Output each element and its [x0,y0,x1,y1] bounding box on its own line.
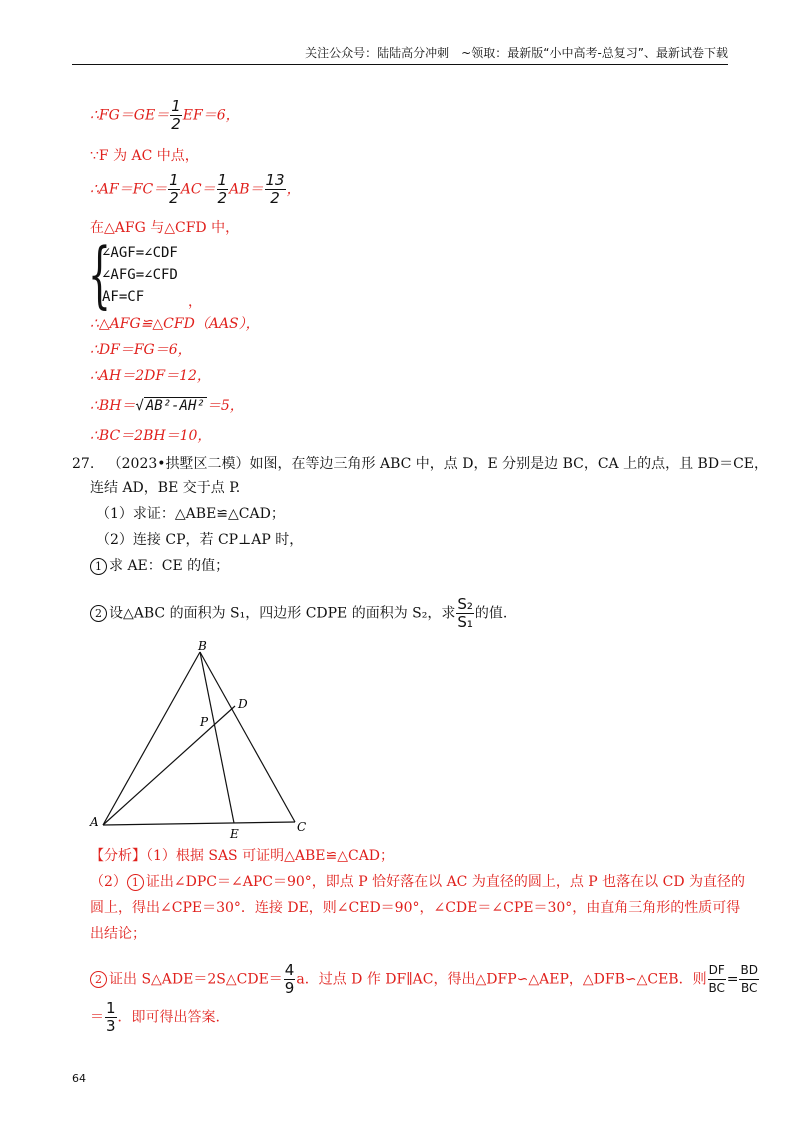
page-header [72,44,728,65]
circled-number: 1 [90,558,107,575]
sqrt-expression: √ AB²-AH² [135,398,205,414]
solution-line-3: ∴AF＝FC＝ $\frac{1}{2}$ AC＝ $\frac{1}{2}$ AB＝ $\frac{13}{2}$ ， [90,171,301,207]
analysis-line-2: （2） 1 证出∠DPC＝∠APC＝90°，即点 P 恰好落在以 AC 为直径的圆上，点 P 也落在以 CD 为直径的 [90,874,745,890]
label-p: P [200,715,209,729]
problem-sub-2: 2 设△ABC 的面积为 S₁，四边形 CDPE 的面积为 S₂，求 $\frac{\text{S₂}}{\text{S₁}}$ 的值. [90,596,507,631]
analysis-line-4: 出结论； [90,926,146,942]
header-text: 关注公众号：陆陆高分冲刺 ~领取：最新版“小中高考-总复习”、最新试卷下载 [305,46,728,60]
label-d: D [238,697,248,711]
solution-line-5: ∴△AFG≌△CFD（AAS）， [90,316,260,332]
solution-line-8: ∴BH＝√ AB²-AH² ＝5， [90,398,244,414]
problem-part-1: （1）求证：△ABE≌△CAD； [96,506,285,522]
label-e: E [230,827,239,841]
side-ac [103,822,295,825]
problem-line-2: 连结 AD，BE 交于点 P. [90,480,241,496]
problem-sub-1: 1 求 AE：CE 的值； [90,556,229,576]
analysis-line-6: ＝ $\frac{1}{3}$ ．即可得出答案. [90,999,220,1035]
analysis-line-3: 圆上，得出∠CPE＝30°．连接 DE，则∠CED＝90°，∠CDE＝∠CPE＝30°，由直角三角形的性质可得 [90,900,741,916]
solution-line-2: ∵F 为 AC 中点， [90,148,199,164]
analysis-line-5: 2 证出 S△ADE＝2S△CDE＝ $\frac{4}{9}$ a．过点 D 作 DF∥AC，得出△DFP∽△AEP，△DFB∽△CEB．则 $\frac{DF}{BC}$ = $\frac{BD}{BC}$ [90,962,760,997]
analysis-line-1: 【分析】（1）根据 SAS 可证明△ABE≌△CAD； [90,848,395,864]
problem-part-2: （2）连接 CP，若 CP⊥AP 时， [96,532,304,548]
solution-line-4: 在△AFG 与△CFD 中， [90,220,240,236]
problem-line-1: 27. （2023•拱墅区二模）如图，在等边三角形 ABC 中，点 D，E 分别是边 BC，CA 上的点，且 BD＝CE， [72,456,769,472]
triangle-figure [80,636,340,846]
solution-line-9: ∴BC＝2BH＝10， [90,428,212,444]
label-b: B [198,639,207,653]
page-number: 64 [72,1072,86,1085]
equation-system: ∠AGF=∠CDF ∠AFG=∠CFD AF=CF [102,245,178,305]
segment-be [200,652,234,823]
side-bc [200,652,295,822]
brace-symbol: { [88,232,111,316]
label-a: A [90,815,99,829]
solution-line-1: ∴FG＝GE＝ $\frac{1}{2}$ EF＝6， [90,97,240,133]
circled-number: 2 [90,971,107,988]
circled-number: 2 [90,605,107,622]
system-comma: ， [188,294,202,310]
segment-ad [103,706,235,825]
side-ab [103,652,200,825]
solution-line-7: ∴AH＝2DF＝12， [90,368,211,384]
circled-number: 1 [127,874,144,891]
fraction: $\frac{1}{2}$ [171,97,181,133]
solution-line-6: ∴DF＝FG＝6， [90,342,192,358]
label-c: C [297,820,307,834]
